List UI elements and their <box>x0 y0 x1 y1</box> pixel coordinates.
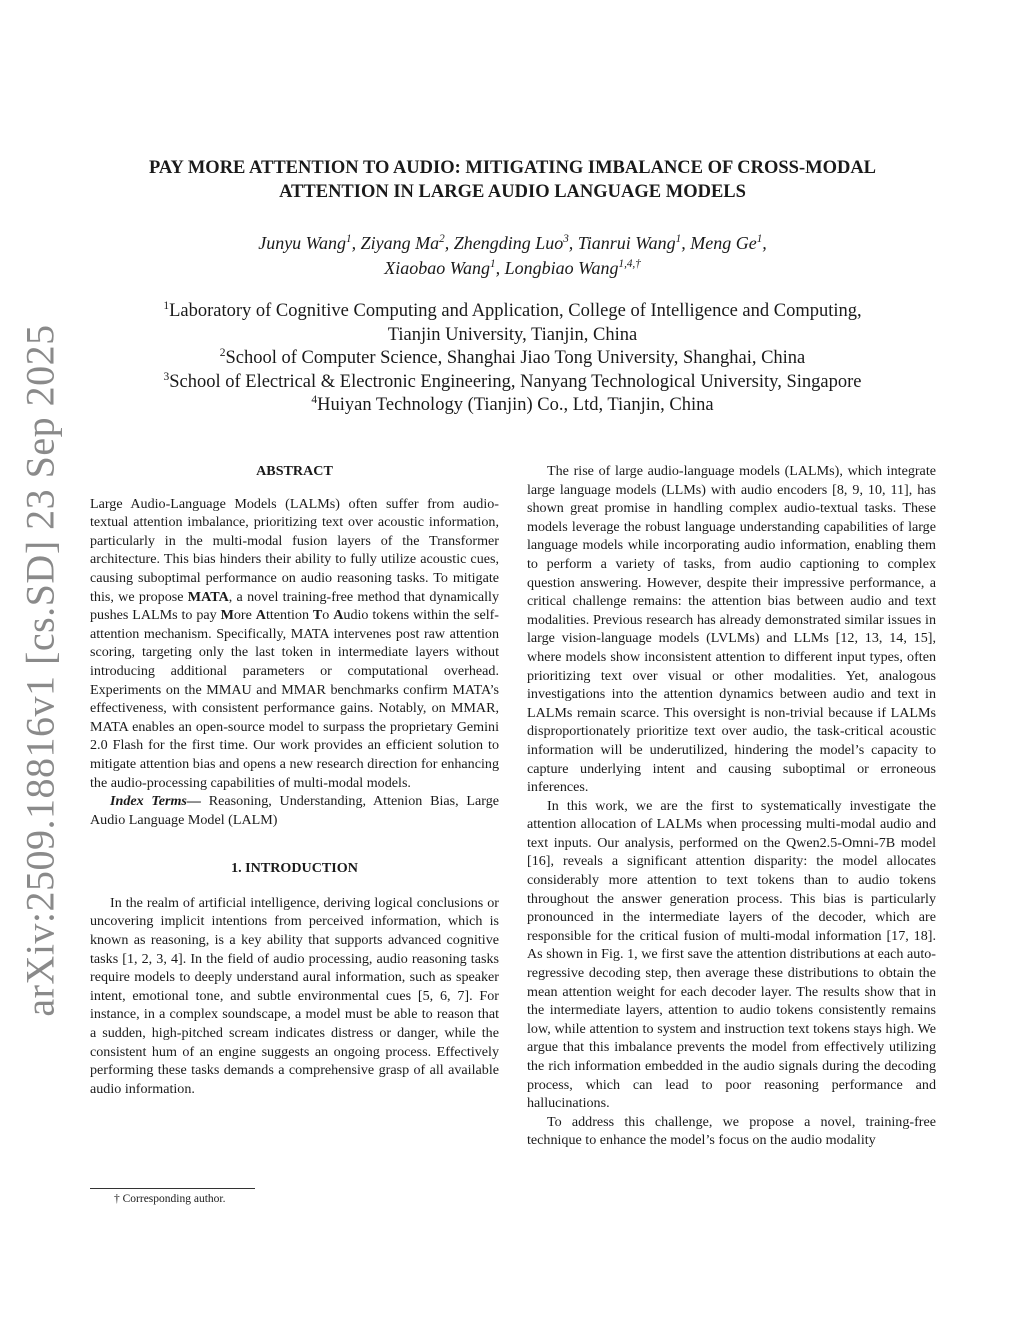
affiliation-4: $^4$Huiyan Technology (Tianjin) Co., Ltd, Tianjin, China <box>311 393 714 415</box>
affiliation-2: $^2$School of Computer Science, Shanghai Jiao Tong University, Shanghai, China <box>219 346 806 368</box>
intro-paragraph-2: The rise of large audio-language models (LALMs), which integrate large language models (LLMs) with audio encoders [8, 9, 10, 11], has shown great promise in handling complex audio-textual tasks. These models leverage the robust language understanding capabilities of large language models while incorporating audio information, enabling them to perform a variety of tasks, from audio captioning to complex question answering. However, despite their impressive performance, a critical challenge remains: the attention bias between audio and text modalities. Previous research has already demonstrated similar issues in large vision-language models (LVLMs) and LLMs [12, 13, 14, 15], where models show inconsistent attention to different input types, often prioritizing text over visual or other modalities. Yet, analogous investigations into the attention dynamics between audio and text in LALMs remain scarce. This oversight is non-trivial because if LALMs disproportionately prioritize text over audio, the task-critical acoustic information will be underutilized, hindering the model’s capacity to capture underlying intent and causing suboptimal or erroneous inferences. <box>527 463 936 796</box>
footnote-rule <box>90 1188 255 1189</box>
abstract-heading: ABSTRACT <box>256 463 333 479</box>
author-affil: 1 <box>675 233 682 245</box>
index-terms: Index Terms— Reasoning, Understanding, Attenion Bias, Large Audio Language Model (LALM) <box>90 793 499 828</box>
mata-name: MATA <box>187 588 229 605</box>
author-affil: 1 <box>756 233 763 245</box>
abstract-text: Large Audio-Language Models (LALMs) often suffer from audio-textual attention imbalance, prioritizing text over acoustic information, particularly in the multi-modal fusion layers of the Transformer architecture. This bias hinders their ability to fully utilize acoustic cues, causing suboptimal performance on audio reasoning tasks. To mitigate this, we propose MATA, a novel training-free method that dynamically pushes LALMs to pay More Attention To Audio tokens within the self-attention mechanism. Specifically, MATA intervenes post raw attention scoring, targeting only the last token in intermediate layers without introducing additional parameters or computational overhead. Experiments on the MMAU and MMAR benchmarks confirm MATA’s effectiveness, with consistent performance gains. Notably, on MMAR, MATA enables an open-source model to surpass the proprietary Gemini 2.0 Flash for the first time. Our work provides an efficient solution to mitigate attention bias and opens a new research direction for enhancing the audio-processing capabilities of multi-modal models. <box>90 495 500 791</box>
arxiv-watermark <box>10 323 70 1017</box>
author-name: Longbiao Wang <box>504 258 619 278</box>
affiliations <box>100 300 925 418</box>
author-affil: 2 <box>439 233 445 245</box>
author-name: Tianrui Wang <box>577 233 676 253</box>
left-column <box>90 462 499 1098</box>
index-terms-label: Index Terms— <box>110 793 202 810</box>
author-affil: 1,4,† <box>618 258 641 270</box>
title-line-2: ATTENTION IN LARGE AUDIO LANGUAGE MODELS <box>279 182 746 202</box>
intro-paragraph-3: In this work, we are the first to systematically investigate the attention allocation of LALMs when processing multi-modal audio and text inputs. Our analysis, performed on the Qwen2.5-Omni-7B model [16], reveals a significant attention disparity: the model allocates considerably more attention to text tokens than to audio tokens throughout the answer generation process. This bias is particularly pronounced in the intermediate layers of the decoder, which are responsible for the critical fusion of multi-modal information [17, 18]. As shown in Fig. 1, we first save the attention distributions at each auto-regressive decoding step, then average these distributions to obtain the mean attention weight for each decoder layer. The results show that in the intermediate layers, attention to audio tokens consistently remains low, while attention to system and instruction text tokens stays high. We argue that this imbalance prevents the model from effectively utilizing the rich information embedded in the audio signals during the decoding process, which can lead to poor reasoning performance and hallucinations. <box>527 797 936 1112</box>
paper-title <box>100 156 925 204</box>
affiliation-1: $^1$Laboratory of Cognitive Computing and Application, College of Intelligence and Computing, <box>163 299 862 321</box>
author-affil: 1 <box>490 258 496 270</box>
arxiv-id: arXiv:2509.18816v1 [cs.SD] 23 Sep 2025 <box>17 323 63 1017</box>
footnote: † Corresponding author. <box>114 1193 226 1205</box>
affiliation-3: $^3$School of Electrical & Electronic Engineering, Nanyang Technological University, Singapore <box>163 370 862 392</box>
intro-paragraph-4: To address this challenge, we propose a novel, training-free technique to enhance the model’s focus on the audio modality <box>527 1113 936 1149</box>
author-name: Xiaobao Wang <box>384 258 491 278</box>
author-line-2: Xiaobao Wang$^1$, Longbiao Wang$^{1,4,\dagger}$ <box>384 258 641 278</box>
author-affil: 3 <box>563 233 569 245</box>
author-name: Meng Ge <box>690 233 757 253</box>
title-line-1: PAY MORE ATTENTION TO AUDIO: MITIGATING IMBALANCE OF CROSS-MODAL <box>148 158 877 178</box>
author-line-1: Junyu Wang$^1$, Ziyang Ma$^2$, Zhengding Luo$^3$, Tianrui Wang$^1$, Meng Ge$^1$, <box>258 233 767 253</box>
intro-paragraph-1: In the realm of artificial intelligence, deriving logical conclusions or uncovering implicit intentions from perceived information, which is known as reasoning, is a key ability that supports advanced cognitive tasks [1, 2, 3, 4]. In the field of audio processing, audio reasoning tasks require models to deeply understand aural information, such as speaker intent, emotional tone, and subtle environmental cues [5, 6, 7]. For instance, in a complex soundscape, a model must be able to reason that a sudden, high-pitched scream indicates distress or danger, while the consistent hum of an engine suggests an ongoing process. Effectively performing these tasks demands a comprehensive grasp of all available audio information. <box>90 894 499 1097</box>
introduction-heading: 1. INTRODUCTION <box>231 860 358 877</box>
affiliation-1-cont: Tianjin University, Tianjin, China <box>387 324 638 345</box>
author-affil: 1 <box>346 233 352 245</box>
author-list <box>100 231 925 281</box>
author-name: Ziyang Ma <box>360 233 440 253</box>
author-name: Zhengding Luo <box>453 233 564 253</box>
author-name: Junyu Wang <box>258 233 347 253</box>
right-column <box>527 462 936 1150</box>
